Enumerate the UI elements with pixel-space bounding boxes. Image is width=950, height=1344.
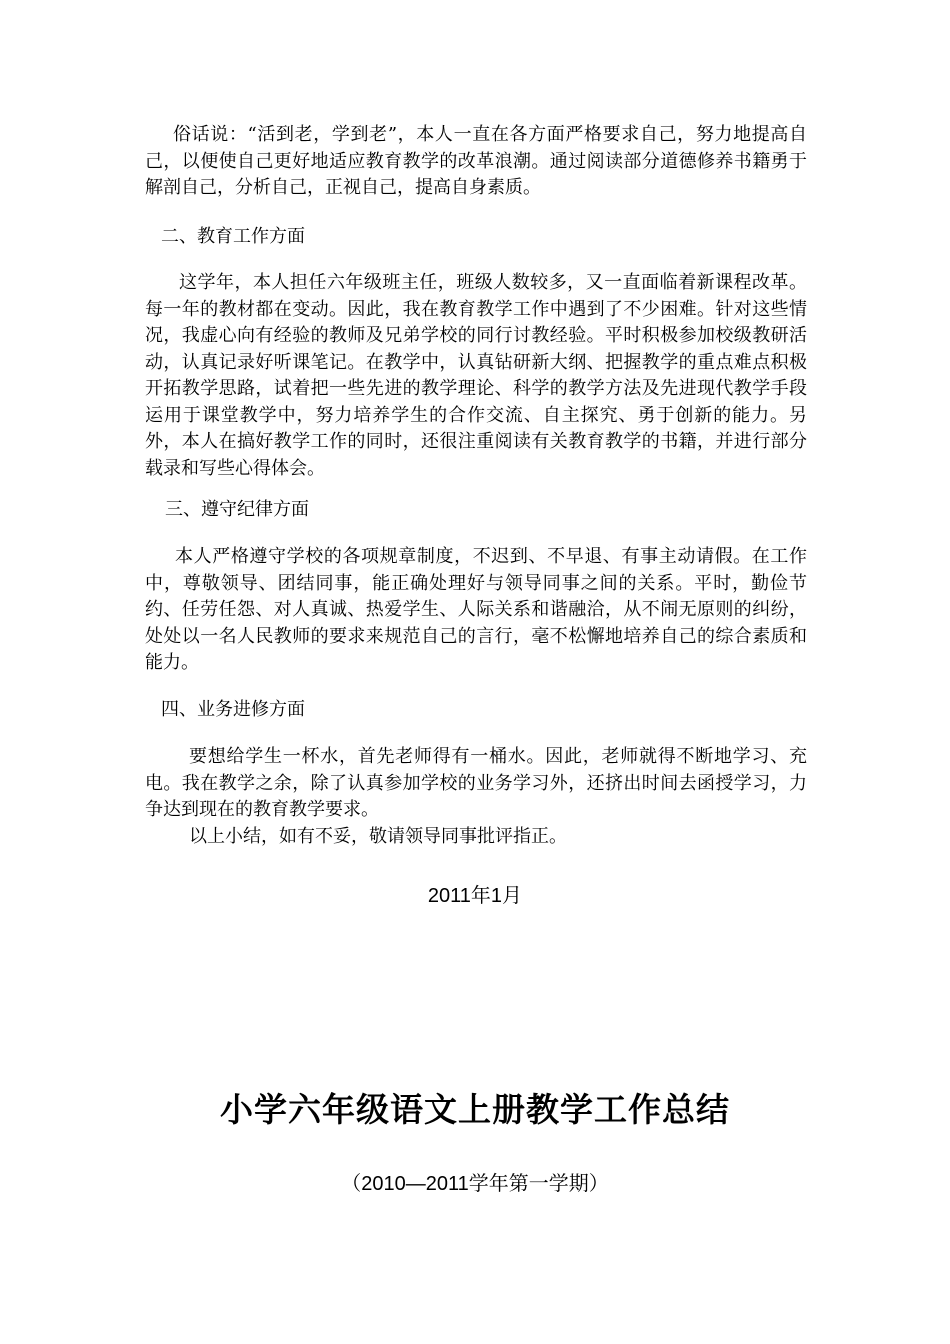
document-subtitle: （2010—2011学年第一学期） — [341, 1173, 609, 1195]
section-heading-education: 二、教育工作方面 — [161, 226, 305, 247]
section-heading-discipline: 三、遵守纪律方面 — [165, 499, 309, 520]
section-body-study: 要想给学生一杯水，首先老师得有一桶水。因此，老师就得不断地学习、充电。我在教学之余，除了认真参加学校的业务学习外，还挤出时间去函授学习，力争达到现在的教育教学要求。 — [145, 746, 807, 820]
document-title: 小学六年级语文上册教学工作总结 — [220, 1090, 730, 1129]
intro-paragraph: 俗话说：“活到老，学到老”，本人一直在各方面严格要求自己，努力地提高自己，以便使自己更好地适应教育教学的改革浪潮。通过阅读部分道德修养书籍勇于解剖自己，分析自己，正视自己，提高自身素质。 — [145, 124, 807, 198]
section-body-education: 这学年，本人担任六年级班主任，班级人数较多，又一直面临着新课程改革。每一年的教材都在变动。因此，我在教育教学工作中遇到了不少困难。针对这些情况，我虚心向有经验的教师及兄弟学校的同行讨教经验。平时积极参加校级教研活动，认真记录好听课笔记。在教学中，认真钻研新大纲、把握教学的重点难点积极开拓教学思路，试着把一些先进的教学理论、科学的教学方法及先进现代教学手段运用于课堂教学中，努力培养学生的合作交流、自主探究、勇于创新的能力。另外，本人在搞好教学工作的同时，还很注重阅读有关教育教学的书籍，并进行部分载录和写些心得体会。 — [145, 272, 807, 479]
closing-line: 以上小结，如有不妥，敬请领导同事批评指正。 — [189, 826, 567, 847]
document-date: 2011年1月 — [427, 885, 523, 907]
section-body-discipline: 本人严格遵守学校的各项规章制度，不迟到、不早退、有事主动请假。在工作中，尊敬领导、团结同事，能正确处理好与领导同事之间的关系。平时，勤俭节约、任劳任怨、对人真诚、热爱学生、人际关系和谐融洽，从不闹无原则的纠纷，处处以一名人民教师的要求来规范自己的言行，毫不松懈地培养自己的综合素质和能力。 — [145, 546, 807, 673]
section-heading-study: 四、业务进修方面 — [161, 699, 305, 720]
